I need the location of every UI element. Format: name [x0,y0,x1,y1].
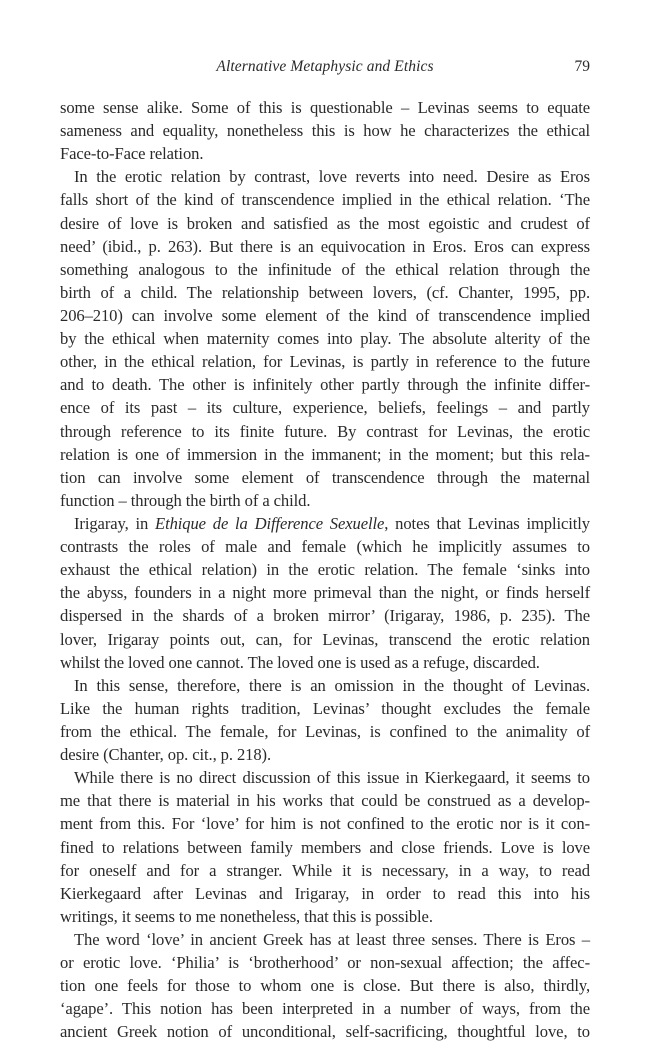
text-line: by the ethical when maternity comes into play. The absolute alterity of the [60,329,590,349]
text-line: tion can involve some element of transcendence through the maternal [60,467,590,487]
text-line: for oneself and for a stranger. While it is necessary, in a way, to read [60,860,590,880]
text-line: some sense alike. Some of this is questionable – Levinas seems to equate [60,98,590,117]
text-line: relation is one of immersion in the immanent; in the moment; but this rela- [60,444,590,464]
text-line: need’ (ibid., p. 263). But there is an equivocation in Eros. Eros can express [60,236,590,256]
text-line [60,512,590,535]
text-line: sameness and equality, nonetheless this is how he characterizes the ethical [60,121,590,141]
text-line: falls short of the kind of transcendence implied in the ethical relation. ‘The [60,190,590,210]
text-line: desire (Chanter, op. cit., p. 218). [60,745,272,765]
text-line: The word ‘love’ in ancient Greek has at least three senses. There is Eros – [74,929,590,949]
text-line: something analogous to the infinitude of the ethical relation through the [60,259,590,279]
text-line: Like the human rights tradition, Levinas’ thought excludes the female [60,698,590,718]
text-line: contrasts the roles of male and female (which he implicitly assumes to [60,537,590,557]
text-line: function – through the birth of a child. [60,490,311,510]
text-line: ment from this. For ‘love’ for him is not confined to the erotic nor is it con- [60,814,590,834]
text-line: In the erotic relation by contrast, love reverts into need. Desire as Eros [74,167,590,187]
text-line: desire of love is broken and satisfied as the most egoistic and crudest of [60,213,590,233]
text-line: ‘agape’. This notion has been interpreted in a number of ways, from the [60,999,590,1019]
text-line: or erotic love. ‘Philia’ is ‘brotherhood’ or non-sexual affection; the affec- [60,953,590,973]
text-line: ancient Greek notion of unconditional, self-sacrificing, thoughtful love, to [60,1022,590,1042]
italic-title: Ethique de la Difference Sexuelle [155,513,385,533]
text-segment: , notes that Levinas implicitly [384,513,590,533]
text-line: and to death. The other is infinitely other partly through the infinite differ- [60,375,590,395]
running-title: Alternative Metaphysic and Ethics [216,58,434,75]
text-line: dispersed in the shards of a broken mirror’ (Irigaray, 1986, p. 235). The [60,606,590,626]
text-line: writings, it seems to me nonetheless, that this is possible. [60,906,433,926]
text-line: birth of a child. The relationship between lovers, (cf. Chanter, 1995, pp. [60,282,590,302]
text-line: other, in the ethical relation, for Levinas, is partly in reference to the future [60,352,590,372]
text-line: 206–210) can involve some element of the kind of transcendence implied [60,305,590,325]
text-line: fined to relations between family members and close friends. Love is love [60,837,590,857]
text-line: me that there is material in his works that could be construed as a develop- [60,791,590,811]
text-line: ence of its past – its culture, experience, beliefs, feelings – and partly [60,398,590,418]
text-line: tion one feels for those to whom one is close. But there is also, thirdly, [60,976,590,996]
page-number: 79 [574,58,590,75]
text-line: exhaust the ethical relation) in the erotic relation. The female ‘sinks into [60,560,590,580]
text-line: Face-to-Face relation. [60,144,204,164]
text-line: lover, Irigaray points out, can, for Levinas, transcend the erotic relation [60,629,590,649]
running-head [60,58,590,80]
text-line: In this sense, therefore, there is an omission in the thought of Levinas. [74,675,590,695]
text-line: from the ethical. The female, for Levinas, is confined to the animality of [60,721,590,741]
text-line: through reference to its finite future. By contrast for Levinas, the erotic [60,421,590,441]
text-line: While there is no direct discussion of this issue in Kierkegaard, it seems to [74,768,590,788]
text-line: whilst the loved one cannot. The loved one is used as a refuge, discarded. [60,652,540,672]
text-segment: Irigaray, in [74,513,156,533]
text-line: the abyss, founders in a night more primeval than the night, or finds herself [60,583,590,603]
body-text [60,96,590,1043]
text-line: Kierkegaard after Levinas and Irigaray, in order to read this into his [60,883,590,903]
